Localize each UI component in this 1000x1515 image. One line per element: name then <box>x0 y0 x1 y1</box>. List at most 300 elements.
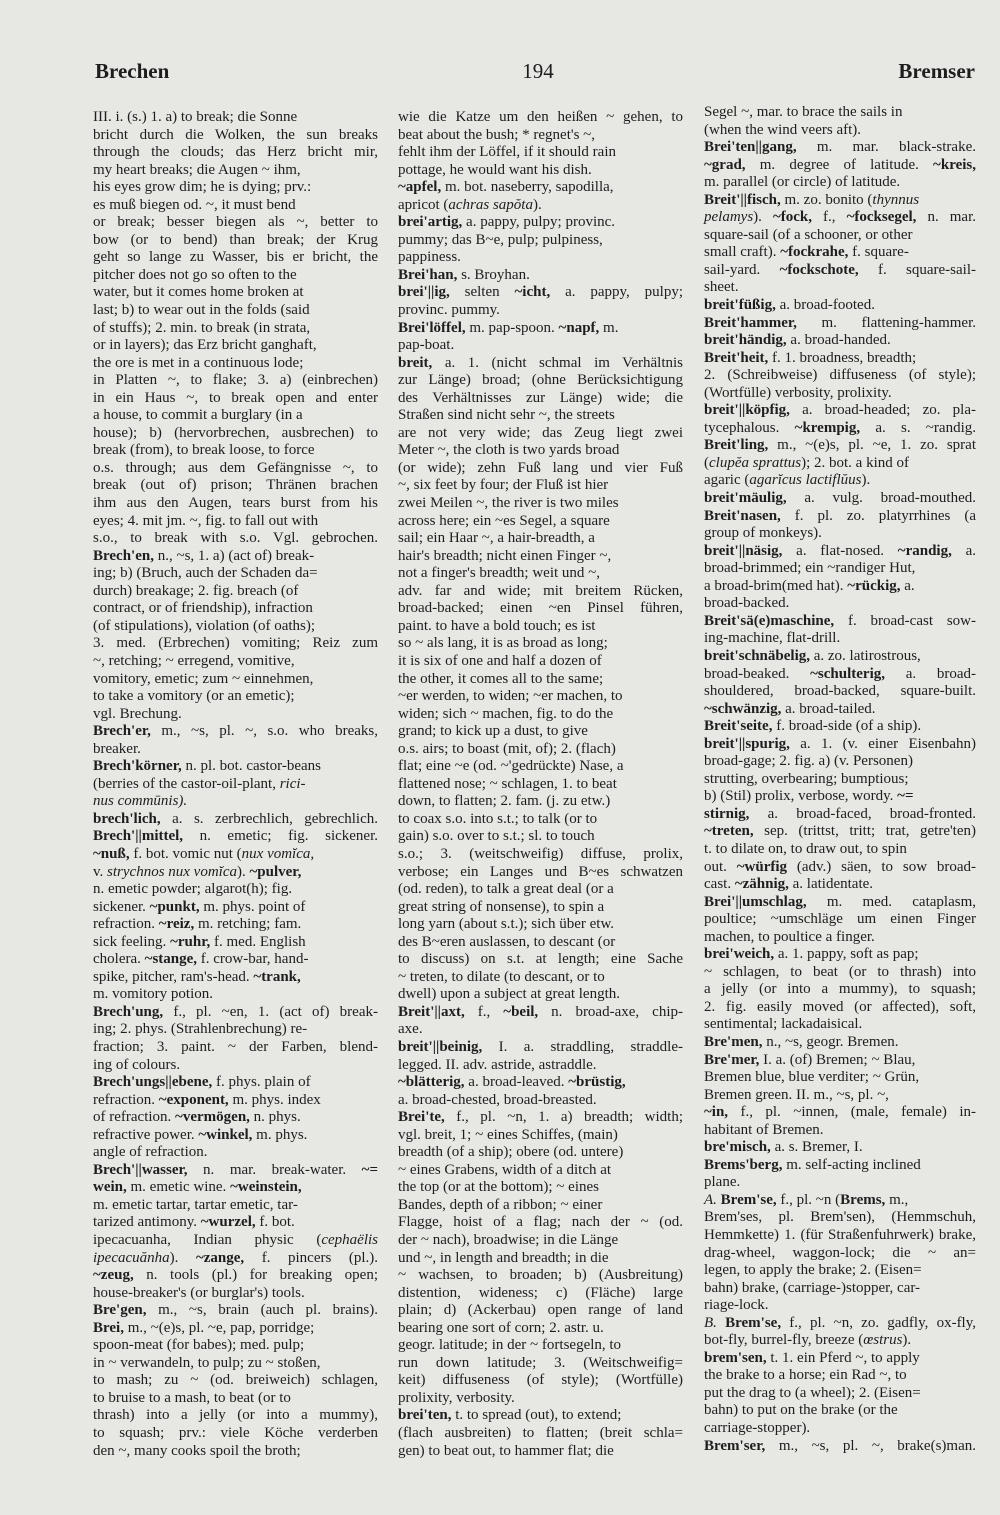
headword: brei'ten, <box>398 1407 452 1424</box>
entry-text: to bruise to a mash, to beat (or to <box>93 1389 291 1406</box>
entry-text: or in layers); das Erz bricht ganghaft, <box>93 337 317 354</box>
text-line <box>704 122 976 140</box>
headword: ~schulterig, <box>810 665 885 682</box>
entry-text: in ein Haus ~, to break open and enter <box>93 389 378 406</box>
text-line <box>704 139 976 157</box>
entry-text: poultice; ~umschläge um einen Finger <box>704 911 976 928</box>
text-line <box>398 653 683 671</box>
text-line <box>704 350 976 368</box>
entry-text: eyes; 4. mit jm. ~, fig. to fall out with <box>93 512 319 529</box>
page-number: 194 <box>522 59 554 83</box>
entry-text: pitcher does not go so often to the <box>93 266 297 283</box>
text-line <box>93 618 378 636</box>
text-line <box>704 1122 976 1140</box>
text-line <box>704 595 976 613</box>
headword: breit'||näsig, <box>704 542 783 559</box>
text-line <box>704 806 976 824</box>
text-line <box>704 1280 976 1298</box>
entry-text: a. broad-faced, broad-fronted. <box>749 805 976 822</box>
entry-text: n. phys. <box>249 1109 301 1126</box>
entry-text: o.s. airs; to boast (mit, of); 2. (flach) <box>398 740 616 757</box>
entry-text: n., ~s, geogr. Bremen. <box>762 1033 899 1050</box>
entry-text: zur Länge) broad; (ohne Berücksichtigung <box>398 372 683 389</box>
text-line <box>93 1004 378 1022</box>
text-line <box>704 490 976 508</box>
headword: ~fockrahe, <box>780 244 849 261</box>
entry-text: m. vomitory potion. <box>93 986 213 1003</box>
text-line <box>93 1179 378 1197</box>
text-line <box>398 600 683 618</box>
entry-text: tycephalous. <box>704 419 795 436</box>
entry-text: f., pl. ~en, 1. (act of) break- <box>163 1003 378 1020</box>
text-line <box>704 104 976 122</box>
text-line <box>93 846 378 864</box>
headword: Breit'nasen, <box>704 507 781 524</box>
text-line <box>93 1197 378 1215</box>
text-line <box>93 653 378 671</box>
entry-text: Bremen blue, blue verditer; ~ Grün, <box>704 1069 920 1086</box>
entry-text: ing of colours. <box>93 1056 181 1073</box>
text-line <box>704 1350 976 1368</box>
entry-text: m. self-acting inclined <box>782 1156 921 1173</box>
entry-text: f. pl. zo. platyrrhines (a <box>780 507 976 524</box>
text-line <box>704 701 976 719</box>
entry-text: house); b) (hervorbrechen, ausbrechen) to <box>93 424 378 441</box>
text-line <box>704 666 976 684</box>
entry-text: f. crow-bar, hand- <box>197 951 309 968</box>
headword: ~nuß, <box>93 845 130 862</box>
entry-text: house-breaker's (or burglar's) tools. <box>93 1284 305 1301</box>
italic-term: nux vomĭca, <box>241 845 315 862</box>
entry-text: the top (or at the bottom); ~ eines <box>398 1179 599 1196</box>
text-line <box>93 232 378 250</box>
headword: Brech'||mittel, <box>93 828 184 845</box>
headword: breit'schnäbelig, <box>704 647 810 664</box>
text-line <box>398 495 683 513</box>
entry-text: sep. (trittst, tritt; trat, getre'ten) <box>753 823 976 840</box>
entry-text: are not very wide; das Zeug liegt zwei <box>398 424 683 441</box>
text-line <box>93 1407 378 1425</box>
headword: ~brüstig, <box>568 1074 626 1091</box>
entry-text: Segel ~, mar. to brace the sails in <box>704 104 903 120</box>
entry-text: f. 1. broadness, breadth; <box>768 349 917 366</box>
entry-text: or break; besser biegen als ~, better to <box>93 214 378 231</box>
text-line <box>93 828 378 846</box>
text-line <box>704 1052 976 1070</box>
text-line <box>704 1157 976 1175</box>
entry-text: contract, or of friendship), infraction <box>93 600 313 617</box>
italic-term: B. <box>704 1314 717 1331</box>
entry-text: ~ treten, to dilate (to descant, or to <box>398 968 605 985</box>
entry-text: bow (or to bend) than break; der Krug <box>93 231 378 248</box>
text-line <box>93 337 378 355</box>
entry-text: a. vulg. broad-mouthed. <box>786 490 976 507</box>
column-left <box>93 109 378 1460</box>
text-line <box>93 460 378 478</box>
entry-text: Bandes, depth of a ribbon; ~ einer <box>398 1196 603 1213</box>
headword: ~zeug, <box>93 1267 134 1284</box>
entry-text: tarized antimony. <box>93 1214 201 1231</box>
text-line <box>93 302 378 320</box>
text-line <box>398 916 683 934</box>
entry-text: a. latidentate. <box>788 876 874 893</box>
headword: ~rückig, <box>847 577 901 594</box>
entry-text: legged. II. adv. astride, astraddle. <box>398 1056 597 1073</box>
text-line <box>93 583 378 601</box>
text-line <box>398 249 683 267</box>
text-line <box>93 1092 378 1110</box>
text-line <box>704 683 976 701</box>
entry-text: sail-yard. <box>704 261 780 278</box>
text-line <box>398 442 683 460</box>
headword: stirnig, <box>704 805 750 822</box>
text-line <box>398 1074 683 1092</box>
entry-text: m. emetic tartar, tartar emetic, tar- <box>93 1196 298 1213</box>
text-line <box>398 723 683 741</box>
headword: brei'||ig, <box>398 284 450 301</box>
headword: ~blätterig, <box>398 1074 465 1091</box>
entry-text: strutting, overbearing; bumptious; <box>704 770 909 787</box>
text-line <box>704 1069 976 1087</box>
headword: Breit'hammer, <box>704 314 797 331</box>
entry-text: m. retching; fam. <box>194 916 302 933</box>
headword: Bre'men, <box>704 1033 763 1050</box>
headword: Breit'||axt, <box>398 1003 465 1020</box>
entry-text: n., ~s, 1. a) (act of) break- <box>153 547 315 564</box>
entry-text: refraction. <box>93 1091 159 1108</box>
entry-text: des B~eren auslassen, to descant (or <box>398 933 616 950</box>
entry-text: geogr. latitude; in der ~ fortsegeln, to <box>398 1337 622 1354</box>
entry-text: selten <box>449 284 515 301</box>
entry-text: through the clouds; das Herz bricht mir, <box>93 144 378 161</box>
headword: wein, <box>93 1179 127 1196</box>
text-line <box>398 635 683 653</box>
entry-text: a. s. zerbrechlich, gebrechlich. <box>160 810 378 827</box>
text-line <box>398 565 683 583</box>
text-line <box>93 320 378 338</box>
text-line <box>398 144 683 162</box>
entry-text: adv. far and wide; mit breitem Rücken, <box>398 582 683 599</box>
headword: ~= <box>897 788 914 805</box>
entry-text: to discuss) on s.t. at length; eine Sache <box>398 951 683 968</box>
text-line <box>398 881 683 899</box>
entry-text: m., ~(e)s, pl. ~e, 1. zo. sprat <box>768 437 976 454</box>
entry-text: a. s. Bremer, I. <box>770 1139 863 1156</box>
text-line <box>93 284 378 302</box>
entry-text: es muß biegen od. ~, it must bend <box>93 196 296 213</box>
text-line <box>398 1355 683 1373</box>
entry-text: m. bot. naseberry, sapodilla, <box>441 179 614 196</box>
entry-text: so ~ als lang, it is as broad as long; <box>398 635 608 652</box>
entry-text: f. med. English <box>210 933 306 950</box>
headword: ~treten, <box>704 823 754 840</box>
text-line <box>704 472 976 490</box>
text-line <box>704 1034 976 1052</box>
text-line <box>93 355 378 373</box>
entry-text: s.o., to break with s.o. Vgl. gebrochen. <box>93 530 378 547</box>
entry-text: a. broad-footed. <box>775 297 875 314</box>
entry-text: (berries of the castor-oil-plant, <box>93 775 280 792</box>
entry-text: vomitory, emetic; zum ~ einnehmen, <box>93 670 314 687</box>
text-line <box>93 688 378 706</box>
entry-text: ihm aus den Augen, tears burst from his <box>93 495 378 512</box>
text-line <box>398 1425 683 1443</box>
entry-text: a. broad-handed. <box>786 332 891 349</box>
text-line <box>398 1407 683 1425</box>
text-line <box>398 267 683 285</box>
text-line <box>93 425 378 443</box>
italic-term: A. <box>704 1191 717 1208</box>
text-line <box>93 1285 378 1303</box>
text-line <box>398 1443 683 1461</box>
text-line <box>93 407 378 425</box>
headword: Brems'berg, <box>704 1156 783 1173</box>
entry-text: m., <box>885 1191 909 1208</box>
entry-text: m. phys. point of <box>199 898 306 915</box>
text-line <box>398 284 683 302</box>
text-line <box>398 460 683 478</box>
headword: ~zange, <box>195 1249 245 1266</box>
entry-text: f., <box>464 1003 504 1020</box>
text-line <box>398 1214 683 1232</box>
headword: Brei'||umschlag, <box>704 893 807 910</box>
text-line <box>398 355 683 373</box>
entry-text: (adv.) säen, to sow broad- <box>787 858 976 875</box>
text-line <box>398 793 683 811</box>
headword: ~grad, <box>704 156 746 173</box>
entry-text: pappiness. <box>398 249 461 266</box>
headword: Brem'se, <box>720 1191 777 1208</box>
text-line <box>93 916 378 934</box>
italic-term: strychnos nux vomĭca <box>107 863 237 880</box>
entry-text: run down latitude; 3. (Weitschweifig= <box>398 1354 683 1371</box>
headword: ~schwänzig, <box>704 700 782 717</box>
text-line <box>93 530 378 548</box>
text-line <box>398 1267 683 1285</box>
text-line <box>398 1127 683 1145</box>
headword: ~pulver, <box>249 863 302 880</box>
running-head-left: Brechen <box>95 59 170 83</box>
text-line <box>704 823 976 841</box>
headword: breit'füßig, <box>704 297 776 314</box>
text-line <box>704 911 976 929</box>
entry-text: grand; to kick up a dust, to give <box>398 723 588 740</box>
text-line <box>93 390 378 408</box>
entry-text: across here; ein ~es Segel, a square <box>398 512 610 529</box>
text-line <box>398 811 683 829</box>
text-line <box>704 1262 976 1280</box>
text-line <box>93 162 378 180</box>
entry-text: ~, retching; ~ erregend, vomitive, <box>93 652 295 669</box>
text-line <box>93 197 378 215</box>
entry-text: gen) to beat out, to hammer flat; die <box>398 1442 614 1459</box>
text-line <box>704 736 976 754</box>
italic-term: clupĕa sprattus <box>709 454 802 471</box>
entry-text: bahn) brake, (carriage-)stopper, car- <box>704 1279 921 1296</box>
text-line <box>398 1039 683 1057</box>
entry-text: flat; eine ~e (od. ~'gedrückte) Nase, a <box>398 758 624 775</box>
text-line <box>93 723 378 741</box>
text-line <box>398 407 683 425</box>
entry-text: f. square- <box>848 244 909 261</box>
entry-text: a. s. ~randig. <box>860 419 976 436</box>
entry-text: apricot ( <box>398 196 449 213</box>
entry-text: ing; b) (Bruch, auch der Schaden da= <box>93 565 318 582</box>
text-line <box>704 876 976 894</box>
text-line <box>398 513 683 531</box>
headword: breit'||spurig, <box>704 735 790 752</box>
entry-text: axe. <box>398 1021 423 1038</box>
headword: Brei'ten||gang, <box>704 139 797 156</box>
text-line <box>704 1438 976 1456</box>
entry-text: the ore is met in a continuous lode; <box>93 354 304 371</box>
entry-text: beat about the bush; * regnet's ~, <box>398 126 596 143</box>
text-line <box>93 144 378 162</box>
headword: ~beil, <box>503 1003 539 1020</box>
text-line <box>704 297 976 315</box>
text-line <box>93 267 378 285</box>
text-line <box>704 525 976 543</box>
entry-text: f. pincers (pl.). <box>244 1249 379 1266</box>
entry-text: Hemmkette) 1. (für Straßenfuhrwerk) brake, <box>704 1227 976 1243</box>
entry-text: pottage, he would want his dish. <box>398 161 592 178</box>
entry-text: (flach ausbreiten) to flatten; (breit schla= <box>398 1425 683 1442</box>
entry-text: durch) breakage; 2. fig. breach (of <box>93 582 299 599</box>
entry-text: plain; d) (Ackerbau) open range of land <box>398 1302 683 1319</box>
italic-term: agarĭcus lactiflŭus <box>749 472 862 489</box>
entry-text: m. phys. <box>252 1126 308 1143</box>
entry-text: (when the wind veers aft). <box>704 121 862 138</box>
text-line <box>93 1443 378 1461</box>
text-line <box>93 1144 378 1162</box>
text-line <box>704 1087 976 1105</box>
entry-text: f. bot. vomic nut ( <box>129 845 242 862</box>
entry-text: bearing one sort of corn; 2. astr. u. <box>398 1319 604 1336</box>
entry-text: breaker. <box>93 740 141 757</box>
headword: ~trank, <box>253 968 301 985</box>
headword: Bre'mer, <box>704 1051 760 1068</box>
entry-text: ). <box>902 1332 912 1349</box>
headword: breit, <box>398 354 433 371</box>
text-line <box>398 1390 683 1408</box>
headword: Bre'gen, <box>93 1302 147 1319</box>
entry-text: Bremen green. II. m., ~s, pl. ~, <box>704 1086 889 1103</box>
text-line <box>93 109 378 127</box>
headword: ~winkel, <box>198 1126 253 1143</box>
text-line <box>93 1372 378 1390</box>
entry-text: break (out of) prison; Thränen brachen <box>93 477 378 494</box>
headword: ~icht, <box>514 284 551 301</box>
entry-text: in ~ verwandeln, to pulp; zu ~ stoßen, <box>93 1354 321 1371</box>
headword: ~exponent, <box>158 1091 229 1108</box>
headword: Brech'er, <box>93 723 151 740</box>
text-line <box>704 437 976 455</box>
headword: brech'lich, <box>93 810 161 827</box>
headword: ~würfig <box>736 858 788 875</box>
entry-text: ~ wachsen, to broaden; b) (Ausbreitung) <box>398 1267 683 1284</box>
text-line <box>704 1016 976 1034</box>
entry-text: last; b) to wear out in the folds (said <box>93 302 310 319</box>
headword: ~krempig, <box>794 419 861 436</box>
entry-text: ). <box>237 863 250 880</box>
entry-text: group of monkeys). <box>704 525 822 542</box>
headword: ~focksegel, <box>846 209 917 226</box>
text-line <box>704 244 976 262</box>
entry-text: sail; ein Haar ~, a hair-breadth, a <box>398 530 595 547</box>
headword: Brei'han, <box>398 266 458 283</box>
headword: ~fock, <box>772 209 812 226</box>
entry-text: the brake to a horse; ein Rad ~, to <box>704 1367 907 1384</box>
text-line <box>704 718 976 736</box>
text-line <box>398 583 683 601</box>
entry-text: to mash; zu ~ (od. breiweich) schlagen, <box>93 1372 378 1389</box>
entry-text: 3. med. (Erbrechen) vomiting; Reiz zum <box>93 635 378 652</box>
text-line <box>398 1337 683 1355</box>
entry-text: prolixity, verbosity. <box>398 1389 515 1406</box>
entry-text: n. broad-axe, chip- <box>538 1003 683 1020</box>
text-line <box>93 600 378 618</box>
entry-text: broad-backed; einen ~en Pinsel führen, <box>398 600 683 617</box>
text-line <box>398 899 683 917</box>
text-line <box>704 508 976 526</box>
entry-text: a. 1. (v. einer Eisenbahn) <box>789 735 976 752</box>
entry-text: f. broad-side (of a ship). <box>772 718 922 735</box>
text-line <box>704 192 976 210</box>
entry-text: drag-wheel, waggon-lock; die ~ an= <box>704 1244 976 1261</box>
text-line <box>398 1021 683 1039</box>
text-line <box>398 1250 683 1268</box>
text-line <box>398 864 683 882</box>
entry-text: ~ schlagen, to beat (or to thrash) into <box>704 963 976 980</box>
entry-text: pap-boat. <box>398 337 455 354</box>
text-line <box>704 262 976 280</box>
text-line <box>704 402 976 420</box>
headword: ~punkt, <box>149 898 200 915</box>
headword: Brei'te, <box>398 1109 445 1126</box>
text-line <box>398 1144 683 1162</box>
entry-text: breadth (of a ship); obere (od. untere) <box>398 1144 624 1161</box>
entry-text: legen, to apply the brake; 2. (Eisen= <box>704 1262 922 1279</box>
text-line <box>93 1425 378 1443</box>
entry-text: my heart breaks; die Augen ~ ihm, <box>93 161 301 178</box>
headword: ~randig, <box>897 542 952 559</box>
text-line <box>704 999 976 1017</box>
italic-term: cephaëlis <box>321 1232 378 1248</box>
italic-term: nus commūnis). <box>93 793 188 810</box>
text-line <box>704 385 976 403</box>
entry-text: broad-brimmed; ein ~randiger Hut, <box>704 560 916 577</box>
headword: brei'artig, <box>398 214 463 231</box>
text-line <box>93 811 378 829</box>
text-line <box>398 688 683 706</box>
text-line <box>93 1109 378 1127</box>
text-line <box>704 315 976 333</box>
text-line <box>93 1302 378 1320</box>
entry-text: of refraction. <box>93 1109 176 1126</box>
text-line <box>398 1092 683 1110</box>
entry-text: zwei Meilen ~, the river is two miles <box>398 495 619 512</box>
text-line <box>93 899 378 917</box>
entry-text: Flagge, hoist of a flag; nach der ~ (od. <box>398 1214 683 1231</box>
entry-text: a. broad-headed; zo. pla- <box>789 402 976 419</box>
text-line <box>704 1227 976 1245</box>
entry-text: f., pl. ~n, zo. gadfly, ox-fly, <box>781 1314 977 1331</box>
entry-text: keit) diffuseness (of style); (Wortfülle) <box>398 1372 683 1389</box>
entry-text: in Platten ~, to flake; 3. a) (einbrechen) <box>93 372 378 389</box>
entry-text: t. to spread (out), to extend; <box>451 1407 622 1424</box>
text-line <box>398 162 683 180</box>
entry-text: ( <box>704 454 709 471</box>
